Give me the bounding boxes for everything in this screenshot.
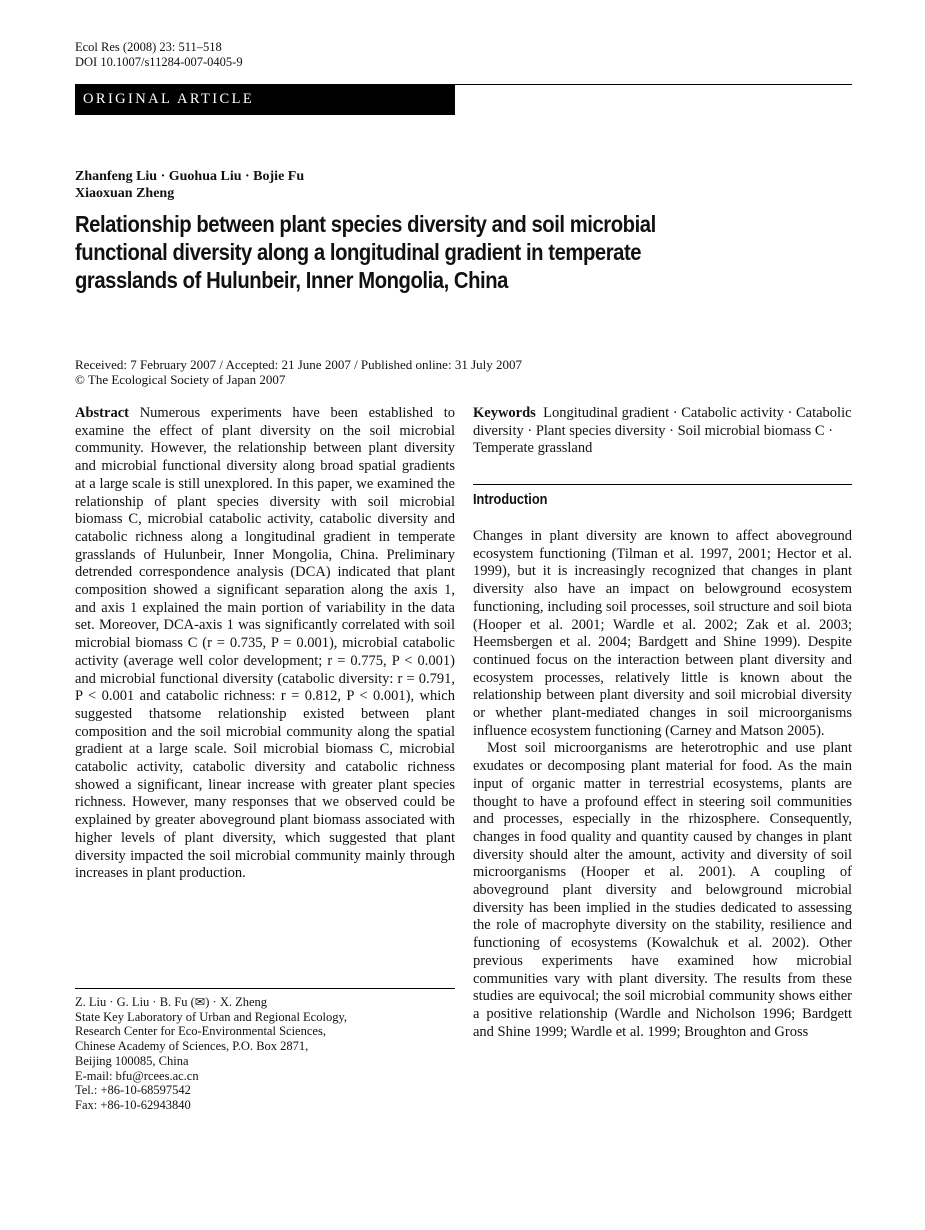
introduction-body: [473, 528, 852, 1041]
abstract-text: Numerous experiments have been established to examine the effect of plant diversity on the soil microbial community. However, the relationship between plant diversity and microbial functional diversity along broad spatial gradients at a large scale is still unexplored. In this paper, we examined the relationship of plant species diversity with soil microbial biomass C, microbial catabolic activity, catabolic diversity and catabolic richness along a longitudinal gradient in temperate grasslands of Hulunbeir, Inner Mongolia, China. Preliminary detrended correspondence analysis (DCA) indicated that plant composition showed a significant separation along the axis 1, and axis 1 explained the main portion of variability in the data set. Moreover, DCA-axis 1 was significantly correlated with soil microbial biomass C (r = 0.735, P = 0.001), microbial catabolic activity (average well color development; r = 0.775, P < 0.001) and microbial functional diversity (catabolic diversity: r = 0.791, P < 0.001 and catabolic richness: r = 0.812, P < 0.001), which suggested thatsome relationship existed between plant composition and the soil microbial community along the spatial gradient at a large scale. Soil microbial biomass C, microbial catabolic activity, catabolic diversity and catabolic richness showed a significant, linear increase with greater plant species richness. However, many responses that we observed could be explained by greater aboveground plant biomass associated with higher levels of plant diversity, which suggested that plant diversity impacted the soil microbial community mainly through increases in plant production.: [75, 405, 455, 882]
abstract: [75, 405, 455, 883]
title-line-2: functional diversity along a longitudinal gradient in temperate: [75, 239, 642, 265]
authors-line-2: Xiaoxuan Zheng: [75, 186, 175, 201]
introduction-paragraph-2: Most soil microorganisms are heterotrophic and use plant exudates or decomposing plant material for food. As the main input of organic matter in terrestrial ecosystems, plants are thought to have a profound effect in steering soil communities and processes, especially in the rhizosphere. Consequently, changes in food quality and quantity caused by changes in plant diversity should alter the amount, activity and diversity of soil microorganisms (Hooper et al. 2001). A coupling of aboveground plant diversity and belowground microbial diversity has been implied in the studies dedicated to assessing the role of macrophyte diversity on the stability, resilience and functioning of ecosystems (Kowalchuk et al. 2002). Other previous experiments have examined how microbial communities vary with plant diversity. The results from these studies are equivocal; the soil microbial community shows either a positive relationship (Wardle and Nicholson 1996; Bardgett and Shine 1999; Wardle et al. 1999; Broughton and Gross: [473, 740, 852, 1040]
footnote-names: Z. Liu · G. Liu · B. Fu (✉) · X. Zheng: [75, 995, 268, 1009]
author-affiliation: [75, 995, 347, 1113]
title-line-3: grasslands of Hulunbeir, Inner Mongolia, China: [75, 267, 508, 293]
affiliation-line-2: Research Center for Eco-Environmental Sciences,: [75, 1024, 326, 1039]
affiliation-line-1: State Key Laboratory of Urban and Regional Ecology,: [75, 1009, 348, 1024]
publication-dates: [75, 357, 522, 387]
keywords-label: Keywords: [473, 405, 536, 421]
received-dates: Received: 7 February 2007 / Accepted: 21 June 2007 / Published online: 31 July 2007: [75, 357, 522, 372]
telephone: Tel.: +86-10-68597542: [75, 1083, 191, 1098]
article-title: [75, 210, 709, 294]
introduction-rule: [473, 484, 852, 485]
fax: Fax: +86-10-62943840: [75, 1097, 191, 1112]
title-line-1: Relationship between plant species diversity and soil microbial: [75, 211, 656, 237]
introduction-paragraph-1: Changes in plant diversity are known to affect aboveground ecosystem functioning (Tilman et al. 1997, 2001; Hector et al. 1999), but it is increasingly recognized that changes in plant diversity also have an impact on belowground ecosystem functioning, including soil processes, soil structure and soil biota (Hooper et al. 2001; Wardle et al. 2002; Zak et al. 2003; Heemsbergen et al. 2004; Bardgett and Shine 1999). Despite continued focus on the interaction between plant diversity and ecosystem processes, relatively little is known about the relationship between plant diversity and soil microbial diversity or whether plant-mediated changes in soil microorganisms influence ecosystem functioning (Carney and Matson 2005).: [473, 528, 852, 739]
header-rule: [455, 84, 852, 85]
keywords: [473, 405, 852, 458]
affiliation-line-4: Beijing 100085, China: [75, 1053, 189, 1068]
doi: DOI 10.1007/s11284-007-0405-9: [75, 55, 243, 69]
authors-line-1: Zhanfeng Liu · Guohua Liu · Bojie Fu: [75, 169, 305, 184]
abstract-label: Abstract: [75, 405, 129, 421]
introduction-heading: Introduction: [473, 492, 548, 508]
affiliation-line-3: Chinese Academy of Sciences, P.O. Box 2871,: [75, 1039, 309, 1054]
author-list: [75, 168, 304, 202]
email[interactable]: E-mail: bfu@rcees.ac.cn: [75, 1068, 199, 1083]
keywords-text: Longitudinal gradient · Catabolic activity · Catabolic diversity · Plant species diversity · Soil microbial biomass C · Temperate grassland: [473, 405, 852, 457]
copyright: © The Ecological Society of Japan 2007: [75, 372, 286, 387]
journal-meta: [75, 40, 243, 70]
article-type-banner: ORIGINAL ARTICLE: [75, 84, 455, 115]
journal-citation: Ecol Res (2008) 23: 511–518: [75, 40, 222, 54]
footnote-rule: [75, 988, 455, 989]
